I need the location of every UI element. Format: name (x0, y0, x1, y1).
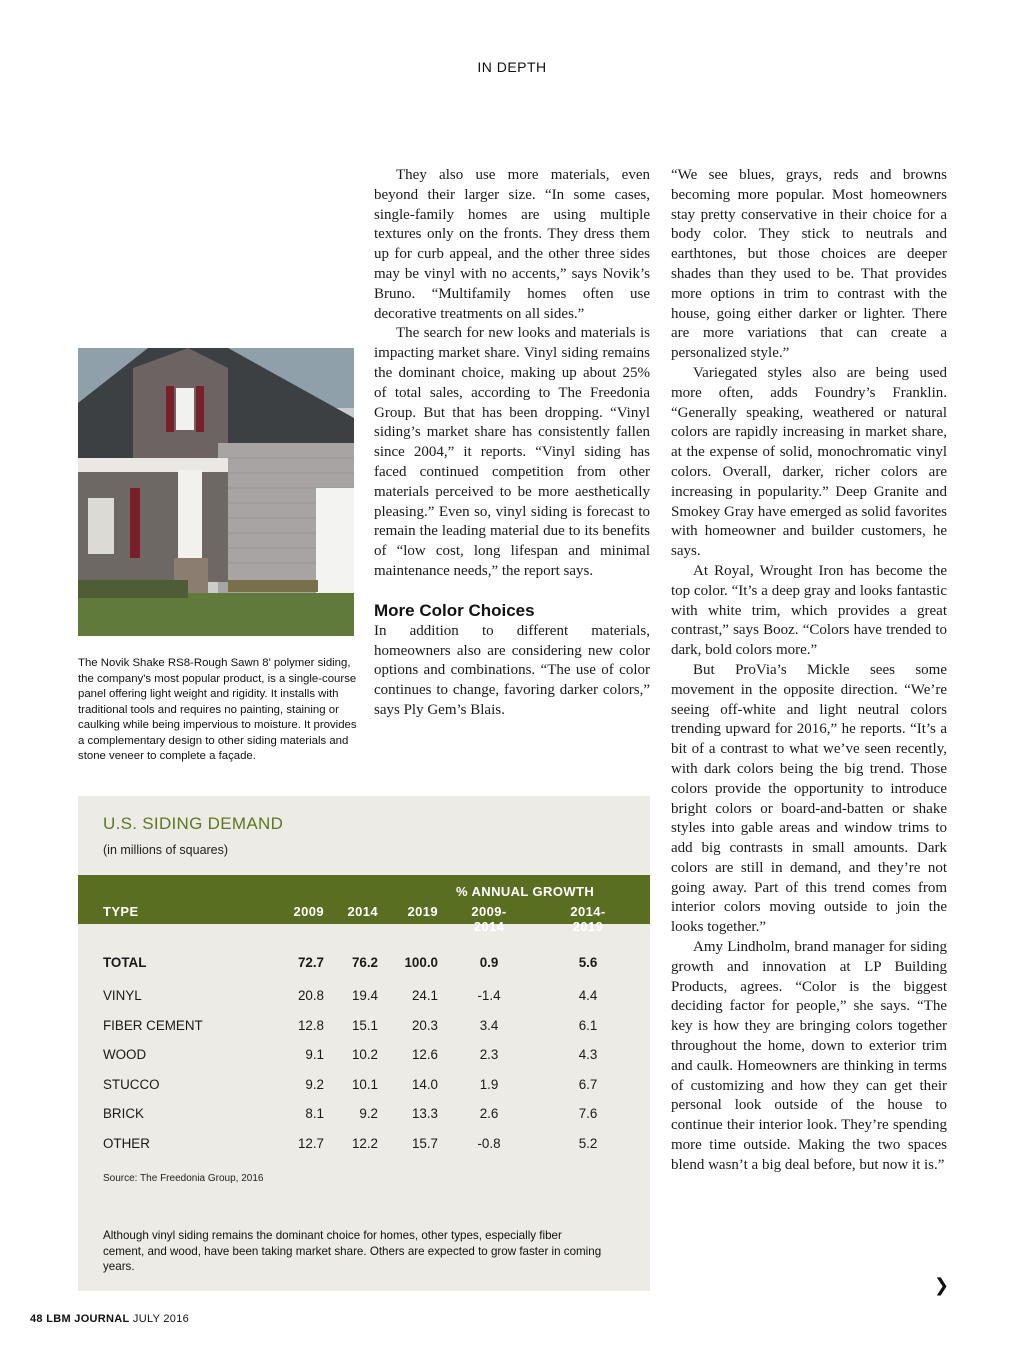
table-cell-value: 20.3 (411, 1018, 438, 1033)
table-cell-value: 4.4 (578, 988, 598, 1003)
table-cell-type: OTHER (103, 1136, 150, 1151)
table-cell-value: 8.1 (305, 1106, 324, 1121)
column-header-type: TYPE (103, 904, 139, 919)
table-cell-value: 100.0 (404, 955, 438, 970)
siding-demand-sidebar (78, 796, 650, 1291)
table-cell-value: 9.2 (359, 1106, 378, 1121)
table-cell-type: WOOD (103, 1047, 147, 1062)
table-cell-value: 12.6 (411, 1047, 438, 1062)
article-subhead: More Color Choices (374, 600, 535, 620)
table-cell-value: 5.2 (578, 1136, 598, 1151)
publication-name: LBM JOURNAL (46, 1313, 130, 1325)
table-cell-value: 0.9 (479, 955, 499, 970)
table-cell-type: BRICK (103, 1106, 144, 1121)
table-cell-value: 3.4 (479, 1018, 499, 1033)
table-row-wood (78, 1047, 650, 1069)
table-cell-value: 2.6 (479, 1106, 499, 1121)
table-cell-value: 7.6 (578, 1106, 598, 1121)
table-cell-type: TOTAL (103, 955, 147, 970)
column-header-2019: 2019 (407, 904, 438, 919)
table-cell-value: 20.8 (297, 988, 324, 1003)
table-cell-type: FIBER CEMENT (103, 1018, 203, 1033)
column-header-2014: 2014 (347, 904, 378, 919)
table-cell-value: 12.2 (351, 1136, 378, 1151)
table-cell-value: 10.1 (351, 1077, 378, 1092)
sidebar-title: U.S. SIDING DEMAND (103, 814, 284, 833)
section-header: IN DEPTH (477, 59, 547, 75)
article-paragraph: They also use more materials, even beyond their larger size. “In some cases, single-family homes are using multiple textures only on the fronts. They dress them up for curb appeal, and the other three sides may be vinyl with no accents,” says Novik’s Bruno. “Multifamily homes often use decorative treatments on all sides.” (374, 167, 650, 322)
column-header-growth-2014-2019: 2014-2019 (570, 904, 606, 934)
table-cell-value: 24.1 (411, 988, 438, 1003)
table-cell-value: 15.1 (351, 1018, 378, 1033)
growth-column-group-header: % ANNUAL GROWTH (456, 884, 595, 899)
table-cell-value: 76.2 (351, 955, 378, 970)
table-cell-value: 9.1 (305, 1047, 324, 1062)
table-cell-value: 5.6 (578, 955, 598, 970)
table-cell-value: 13.3 (411, 1106, 438, 1121)
page-number: 48 (30, 1313, 43, 1325)
table-row-other (78, 1136, 650, 1158)
issue-date: JULY 2016 (132, 1313, 190, 1325)
table-cell-value: 14.0 (411, 1077, 438, 1092)
house-photo (78, 348, 354, 636)
page-footer (30, 1313, 189, 1325)
article-column-middle (374, 166, 650, 721)
table-cell-value: 6.7 (578, 1077, 598, 1092)
table-cell-value: 1.9 (479, 1077, 499, 1092)
sidebar-subtitle: (in millions of squares) (103, 843, 229, 857)
table-row-total (78, 955, 650, 977)
table-cell-value: 10.2 (351, 1047, 378, 1062)
table-cell-value: -0.8 (477, 1136, 501, 1151)
table-cell-value: 9.2 (305, 1077, 324, 1092)
table-cell-value: 2.3 (479, 1047, 499, 1062)
sidebar-note: Although vinyl siding remains the dominant choice for homes, other types, especially fiber cement, and wood, have been taking market share. Others are expected to grow faster in coming years. (103, 1229, 602, 1273)
table-row-fiber-cement (78, 1018, 650, 1040)
column-header-growth-2009-2014: 2009-2014 (471, 904, 507, 934)
article-paragraph: But ProVia’s Mickle sees some movement in the opposite direction. “We’re seeing off-white and light neutral colors trending upward for 2016,” he reports. “It’s a bit of a contrast to what we’ve seen recently, with dark colors being the big trend. Those colors provide the opportunity to introduce bright colors or board-and-batten or shake styles into gable areas and window trims to add big contrasts in small amounts. Dark colors are still in demand, and they’re not going away. Part of this trend comes from interior colors moving outside to join the looks together.” (671, 661, 947, 936)
table-cell-value: 4.3 (578, 1047, 598, 1062)
table-cell-value: 15.7 (411, 1136, 438, 1151)
article-paragraph: The search for new looks and materials is impacting market share. Vinyl siding remains the dominant choice, making up about 25% of total sales, according to The Freedonia Group. But that has been dropping. “Vinyl siding’s market share has consistently fallen since 2004,” it reports. “Vinyl siding has faced continued competition from other materials perceived to be more aesthetically pleasing.” Even so, vinyl siding is forecast to remain the leading material due to its benefits of “low cost, long lifespan and minimal maintenance needs,” the report says. (374, 325, 650, 579)
article-paragraph: In addition to different materials, homeowners also are considering new color options and combinations. “The use of color continues to change, favoring darker colors,” says Ply Gem’s Blais. (374, 622, 650, 718)
table-cell-value: 12.7 (297, 1136, 324, 1151)
table-source: Source: The Freedonia Group, 2016 (103, 1173, 264, 1184)
article-paragraph: “We see blues, grays, reds and browns becoming more popular. Most homeowners stay pretty conservative in their choice for a body color. They stick to neutrals and earthtones, but those choices are deeper shades than they used to be. That provides more options in trim to contrast with the house, going either darker or lighter. There are more variations that can create a personalized style.” (671, 167, 947, 362)
table-header (78, 875, 650, 934)
table-cell-value: 12.8 (297, 1018, 324, 1033)
table-cell-type: VINYL (103, 988, 142, 1003)
article-column-right (671, 166, 947, 1176)
table-cell-type: STUCCO (103, 1077, 160, 1092)
article-paragraph: At Royal, Wrought Iron has become the top color. “It’s a deep gray and looks fantastic with white trim, which provides a great contrast,” says Booz. “Colors have trended to dark, bold colors more.” (671, 562, 947, 659)
photo-caption: The Novik Shake RS8-Rough Sawn 8' polymer siding, the company's most popular product, is a single-course panel offering light weight and rigidity. It installs with traditional tools and requires no painting, staining or caulking while being impervious to moisture. It provides a complementary design to other siding materials and stone veneer to complete a façade. (78, 657, 357, 762)
table-cell-value: -1.4 (477, 988, 501, 1003)
column-header-2009: 2009 (293, 904, 324, 919)
article-paragraph: Variegated styles also are being used more often, adds Foundry’s Franklin. “Generally speaking, weathered or natural colors are rapidly increasing in market share, at the expense of solid, monochromatic vinyl colors. Overall, darker, richer colors are increasing in popularity.” Deep Granite and Smokey Gray have emerged as solid favorites with homeowner and builder customers, he says. (671, 364, 947, 560)
table-cell-value: 19.4 (351, 988, 378, 1003)
continue-arrow-icon: ❯ (934, 1275, 950, 1295)
article-paragraph: Amy Lindholm, brand manager for siding growth and innovation at LP Building Products, agrees. “Color is the biggest deciding factor for people,” she says. “The key is how they are bringing colors together throughout the home, down to exterior trim and caulk. Homeowners are thinking in terms of customizing and how they can get their personal look outside of the house to continue their interior look. They’re spending more time outside. Making the two spaces blend wasn’t a big deal before, but now it is.” (671, 939, 947, 1173)
table-row-brick (78, 1106, 650, 1128)
house-photo-illustration (78, 348, 354, 636)
table-cell-value: 72.7 (297, 955, 324, 970)
table-row-stucco (78, 1077, 650, 1099)
table-cell-value: 6.1 (578, 1018, 598, 1033)
table-row-vinyl (78, 988, 650, 1010)
